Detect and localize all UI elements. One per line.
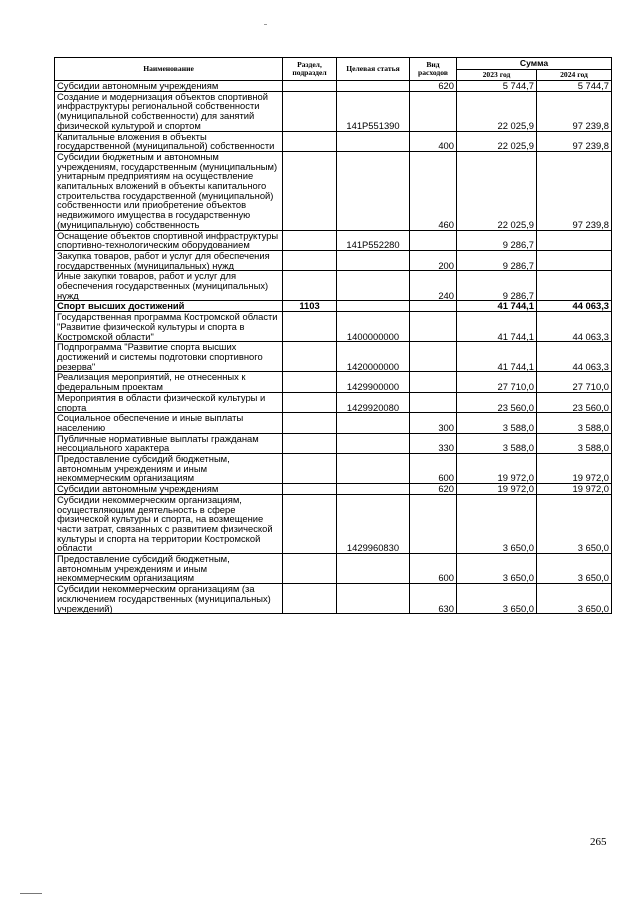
table-row	[55, 250, 612, 270]
cell-target	[337, 454, 410, 484]
cell-name: Предоставление субсидий бюджетным, автономным учреждениям и иным некоммерческим организациям	[55, 454, 283, 484]
cell-type: 400	[410, 131, 457, 151]
cell-section	[283, 312, 337, 342]
cell-section	[283, 151, 337, 230]
table-row	[55, 271, 612, 301]
cell-2024: 23 560,0	[537, 392, 612, 412]
cell-type: 620	[410, 484, 457, 495]
table-row	[55, 151, 612, 230]
cell-2023: 41 744,1	[457, 342, 537, 372]
cell-target	[337, 301, 410, 312]
cell-type: 300	[410, 413, 457, 433]
cell-type: 600	[410, 554, 457, 584]
cell-name: Мероприятия в области физической культуры и спорта	[55, 392, 283, 412]
cell-2023: 23 560,0	[457, 392, 537, 412]
cell-2023: 3 650,0	[457, 584, 537, 614]
cell-2023: 19 972,0	[457, 484, 537, 495]
cell-target: 1400000000	[337, 312, 410, 342]
table-row	[55, 392, 612, 412]
table-row	[55, 342, 612, 372]
table-row	[55, 230, 612, 250]
cell-type: 460	[410, 151, 457, 230]
cell-2023: 41 744,1	[457, 301, 537, 312]
cell-2024: 5 744,7	[537, 81, 612, 92]
cell-name: Закупка товаров, работ и услуг для обеспечения государственных (муниципальных) нужд	[55, 250, 283, 270]
cell-section	[283, 413, 337, 433]
cell-target	[337, 250, 410, 270]
cell-name: Капитальные вложения в объекты государственной (муниципальной) собственности	[55, 131, 283, 151]
cell-type	[410, 342, 457, 372]
header-section: Раздел, подраздел	[283, 58, 337, 81]
cell-section	[283, 271, 337, 301]
cell-type: 330	[410, 433, 457, 453]
cell-2024: 97 239,8	[537, 91, 612, 131]
cell-target	[337, 484, 410, 495]
table-row	[55, 454, 612, 484]
cell-type	[410, 392, 457, 412]
cell-2024	[537, 250, 612, 270]
cell-section	[283, 372, 337, 392]
cell-type: 600	[410, 454, 457, 484]
scan-mark-top	[264, 24, 267, 25]
cell-name: Социальное обеспечение и иные выплаты населению	[55, 413, 283, 433]
cell-name: Публичные нормативные выплаты гражданам несоциального характера	[55, 433, 283, 453]
table-row	[55, 494, 612, 553]
cell-target	[337, 151, 410, 230]
cell-type: 200	[410, 250, 457, 270]
cell-section: 1103	[283, 301, 337, 312]
cell-2023: 22 025,9	[457, 131, 537, 151]
cell-2023: 41 744,1	[457, 312, 537, 342]
cell-type: 240	[410, 271, 457, 301]
cell-2024: 3 650,0	[537, 554, 612, 584]
cell-name: Иные закупки товаров, работ и услуг для обеспечения государственных (муниципальных) нужд	[55, 271, 283, 301]
budget-table	[54, 57, 612, 614]
cell-2024: 3 650,0	[537, 494, 612, 553]
cell-type	[410, 312, 457, 342]
header-type: Вид расходов	[410, 58, 457, 81]
cell-2024: 44 063,3	[537, 312, 612, 342]
cell-2023: 22 025,9	[457, 91, 537, 131]
table-row	[55, 131, 612, 151]
cell-type: 630	[410, 584, 457, 614]
cell-name: Создание и модернизация объектов спортивной инфраструктуры региональной собственности (муниципальной собственности) для занятий физической культурой и спортом	[55, 91, 283, 131]
cell-name: Оснащение объектов спортивной инфраструктуры спортивно-технологическим оборудованием	[55, 230, 283, 250]
cell-section	[283, 131, 337, 151]
cell-2024: 27 710,0	[537, 372, 612, 392]
cell-name: Подпрограмма "Развитие спорта высших достижений и системы подготовки спортивного резерва"	[55, 342, 283, 372]
table-row	[55, 81, 612, 92]
cell-2023: 9 286,7	[457, 230, 537, 250]
table-header	[55, 58, 612, 81]
cell-2023: 9 286,7	[457, 250, 537, 270]
table-row	[55, 413, 612, 433]
cell-type	[410, 372, 457, 392]
cell-type: 620	[410, 81, 457, 92]
cell-target: 141P552280	[337, 230, 410, 250]
cell-2024: 97 239,8	[537, 131, 612, 151]
header-sum: Сумма	[457, 58, 612, 70]
table-row	[55, 484, 612, 495]
cell-name: Субсидии некоммерческим организациям (за исключением государственных (муниципальных) учреждений)	[55, 584, 283, 614]
cell-2023: 3 588,0	[457, 433, 537, 453]
cell-2023: 3 588,0	[457, 413, 537, 433]
cell-section	[283, 584, 337, 614]
table-row	[55, 91, 612, 131]
cell-target	[337, 271, 410, 301]
cell-target	[337, 131, 410, 151]
table-row	[55, 554, 612, 584]
cell-section	[283, 81, 337, 92]
cell-name: Субсидии некоммерческим организациям, осуществляющим деятельность в сфере физической культуры и спорта, на возмещение части затрат, связанных с развитием физической культуры и спорта на территории Костромской области	[55, 494, 283, 553]
cell-type	[410, 494, 457, 553]
table-row	[55, 584, 612, 614]
cell-2024	[537, 271, 612, 301]
cell-name: Предоставление субсидий бюджетным, автономным учреждениям и иным некоммерческим организациям	[55, 554, 283, 584]
cell-2023: 5 744,7	[457, 81, 537, 92]
cell-section	[283, 433, 337, 453]
header-year-2024: 2024 год	[537, 70, 612, 81]
cell-name: Реализация мероприятий, не отнесенных к федеральным проектам	[55, 372, 283, 392]
cell-2024: 19 972,0	[537, 484, 612, 495]
cell-type	[410, 230, 457, 250]
cell-2024: 97 239,8	[537, 151, 612, 230]
cell-section	[283, 342, 337, 372]
cell-2024	[537, 230, 612, 250]
cell-2023: 19 972,0	[457, 454, 537, 484]
cell-target	[337, 433, 410, 453]
cell-target: 1429900000	[337, 372, 410, 392]
cell-target	[337, 584, 410, 614]
cell-2024: 44 063,3	[537, 342, 612, 372]
cell-name: Субсидии автономным учреждениям	[55, 81, 283, 92]
cell-2024: 3 588,0	[537, 413, 612, 433]
cell-target	[337, 81, 410, 92]
cell-2023: 3 650,0	[457, 494, 537, 553]
cell-2023: 27 710,0	[457, 372, 537, 392]
table-body	[55, 81, 612, 614]
cell-section	[283, 392, 337, 412]
cell-2023: 3 650,0	[457, 554, 537, 584]
cell-section	[283, 250, 337, 270]
table-row	[55, 312, 612, 342]
cell-name: Государственная программа Костромской области "Развитие физической культуры и спорта в Костромской области"	[55, 312, 283, 342]
cell-target: 1429960830	[337, 494, 410, 553]
cell-name: Спорт высших достижений	[55, 301, 283, 312]
cell-section	[283, 230, 337, 250]
cell-section	[283, 454, 337, 484]
page-number: 265	[590, 836, 607, 848]
cell-target: 1420000000	[337, 342, 410, 372]
cell-type	[410, 301, 457, 312]
cell-2024: 3 588,0	[537, 433, 612, 453]
table-row	[55, 372, 612, 392]
cell-target: 141P551390	[337, 91, 410, 131]
cell-target	[337, 554, 410, 584]
cell-type	[410, 91, 457, 131]
scan-mark-bottom	[20, 893, 42, 894]
cell-section	[283, 494, 337, 553]
cell-section	[283, 554, 337, 584]
cell-2024: 19 972,0	[537, 454, 612, 484]
cell-section	[283, 484, 337, 495]
cell-2023: 22 025,9	[457, 151, 537, 230]
cell-name: Субсидии автономным учреждениям	[55, 484, 283, 495]
cell-section	[283, 91, 337, 131]
table-row	[55, 433, 612, 453]
cell-2024: 44 063,3	[537, 301, 612, 312]
cell-target: 1429920080	[337, 392, 410, 412]
header-target: Целевая статья	[337, 58, 410, 81]
header-year-2023: 2023 год	[457, 70, 537, 81]
table-row	[55, 301, 612, 312]
cell-name: Субсидии бюджетным и автономным учреждениям, государственным (муниципальным) унитарным предприятиям на осуществление капитальных вложений в объекты капитального строительства государственной (муниципальной) собственности или приобретение объектов недвижимого имущества в государственную (муниципальную) собственность	[55, 151, 283, 230]
cell-2023: 9 286,7	[457, 271, 537, 301]
cell-target	[337, 413, 410, 433]
header-name: Наименование	[55, 58, 283, 81]
cell-2024: 3 650,0	[537, 584, 612, 614]
